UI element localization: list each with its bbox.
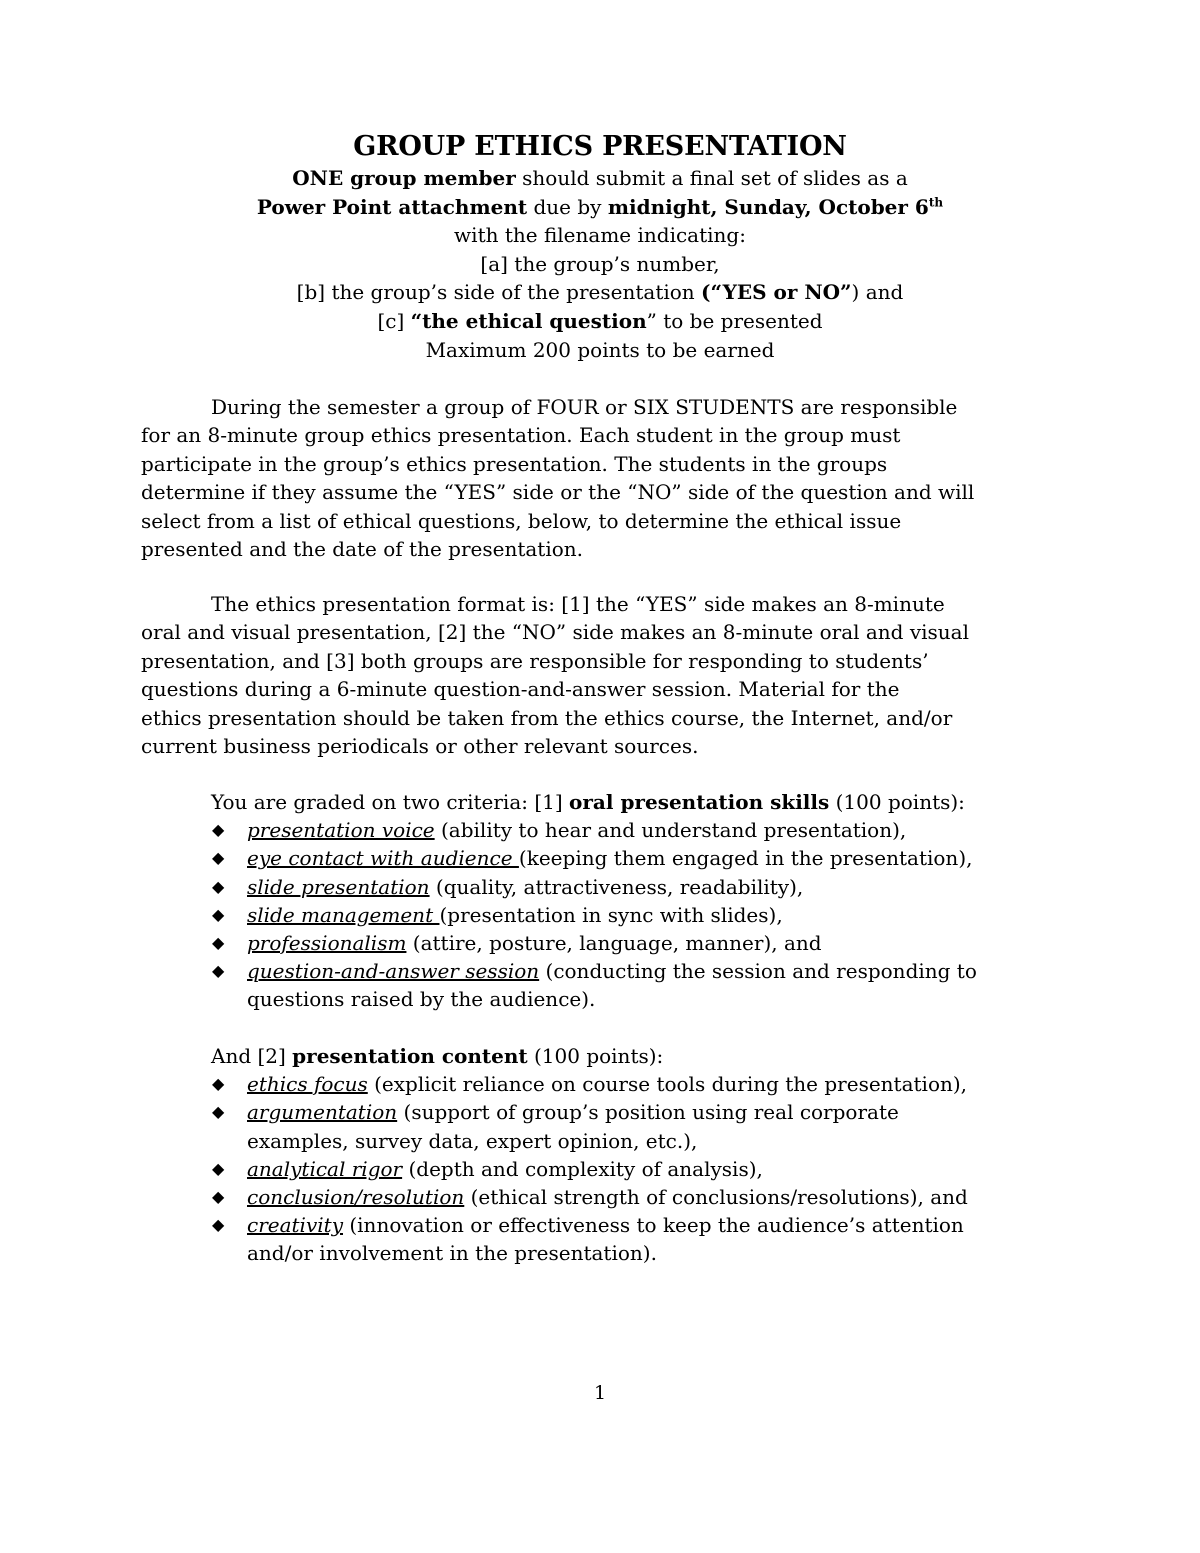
criterion-description: (attire, posture, language, manner), and (406, 931, 822, 956)
instruction-line-5 (0, 278, 1200, 307)
list-item (141, 957, 1081, 1013)
bold-text: oral presentation skills (569, 790, 830, 814)
criterion-description: (support of group’s position using real corporate (397, 1100, 899, 1125)
criterion-description: (innovation or effectiveness to keep the audience’s attention (343, 1213, 964, 1238)
diamond-bullet-icon: ◆ (212, 1074, 225, 1094)
bold-text: “the ethical question (410, 308, 647, 333)
bold-text: ONE group member (292, 166, 516, 190)
diamond-bullet-icon: ◆ (212, 933, 225, 953)
instruction-line-2 (0, 193, 1200, 222)
list-item (141, 844, 1081, 872)
plain-text: ) and (851, 280, 904, 305)
criteria-intro (141, 788, 1081, 816)
criterion-description-continued: examples, survey data, expert opinion, etc.), (247, 1128, 698, 1153)
list-item (141, 1211, 1081, 1267)
plain-text: You are graded on two criteria: [1] (211, 790, 570, 814)
instruction-line-1 (0, 164, 1200, 193)
plain-text: And [2] (211, 1044, 293, 1068)
diamond-bullet-icon: ◆ (212, 1187, 225, 1207)
plain-text: (100 points): (527, 1044, 664, 1068)
plain-text: [b] the group’s side of the presentation (296, 280, 702, 305)
criterion-term: analytical rigor (247, 1156, 403, 1181)
criteria-content (141, 1042, 1081, 1268)
bold-text: Power Point attachment (256, 194, 528, 219)
diamond-bullet-icon: ◆ (212, 848, 225, 868)
list-item (141, 816, 1081, 844)
bold-text: (“YES or NO” (701, 280, 852, 305)
paragraph-line: current business periodicals or other relevant sources. (141, 734, 699, 759)
paragraph-line: During the semester a group of FOUR or SIX STUDENTS are responsible (211, 395, 958, 419)
plain-text: [c] (377, 308, 411, 333)
list-item (141, 1098, 1081, 1154)
due-date-text: midnight, Sunday, October 6 (607, 194, 929, 219)
paragraph-line: participate in the group’s ethics presentation. The students in the groups (141, 451, 888, 476)
criterion-description: (keeping them engaged in the presentation), (518, 846, 973, 871)
due-date (608, 195, 943, 219)
criterion-description-continued: questions raised by the audience). (247, 987, 596, 1012)
diamond-bullet-icon: ◆ (212, 876, 225, 896)
paragraph-line: presented and the date of the presentation. (141, 537, 584, 562)
paragraph-overview (141, 393, 1081, 563)
diamond-bullet-icon: ◆ (212, 820, 225, 840)
list-item (141, 1070, 1081, 1098)
criterion-description: (quality, attractiveness, readability), (429, 874, 804, 899)
diamond-bullet-icon: ◆ (212, 1158, 225, 1178)
list-item (141, 873, 1081, 901)
criterion-term: eye contact with audience (247, 846, 519, 871)
paragraph-line: The ethics presentation format is: [1] the “YES” side makes an 8-minute (211, 592, 945, 616)
criterion-term: conclusion/resolution (247, 1185, 465, 1210)
criterion-term: ethics focus (247, 1072, 368, 1097)
criterion-description-continued: and/or involvement in the presentation). (247, 1241, 657, 1266)
diamond-bullet-icon: ◆ (212, 904, 225, 924)
bold-text: presentation content (292, 1044, 528, 1068)
criterion-term: professionalism (247, 931, 407, 956)
diamond-bullet-icon: ◆ (212, 961, 225, 981)
criterion-description: (depth and complexity of analysis), (402, 1156, 763, 1181)
criteria-intro (141, 1042, 1081, 1070)
criterion-description: (explicit reliance on course tools during the presentation), (367, 1072, 968, 1097)
criterion-term: slide management (247, 902, 440, 927)
submission-instructions (0, 164, 1200, 364)
paragraph-line: determine if they assume the “YES” side or the “NO” side of the question and will (141, 480, 975, 505)
list-item (141, 1155, 1081, 1183)
document-title: GROUP ETHICS PRESENTATION (353, 131, 847, 162)
plain-text: due by (527, 194, 608, 219)
instruction-line-3: with the filename indicating: (454, 223, 746, 248)
diamond-bullet-icon: ◆ (212, 1215, 225, 1235)
criterion-description: (conducting the session and responding to (539, 959, 977, 984)
criterion-term: question-and-answer session (247, 959, 540, 984)
criterion-term: slide presentation (247, 874, 430, 899)
plain-text: ” to be presented (646, 308, 823, 333)
criteria-oral-skills (141, 788, 1081, 1014)
page-number: 1 (593, 1382, 607, 1404)
paragraph-line: select from a list of ethical questions, below, to determine the ethical issue (141, 508, 902, 533)
paragraph-line: for an 8-minute group ethics presentation. Each student in the group must (141, 423, 901, 448)
paragraph-line: presentation, and [3] both groups are responsible for responding to students’ (141, 648, 929, 673)
instruction-line-7: Maximum 200 points to be earned (425, 337, 775, 362)
list-item (141, 1183, 1081, 1211)
criterion-term: creativity (247, 1213, 343, 1238)
instruction-line-6 (0, 307, 1200, 336)
criterion-description: (ability to hear and understand presentation), (434, 818, 907, 843)
criterion-term: argumentation (247, 1100, 398, 1125)
criterion-term: presentation voice (247, 818, 435, 843)
paragraph-line: ethics presentation should be taken from the ethics course, the Internet, and/or (141, 705, 953, 730)
diamond-bullet-icon: ◆ (212, 1102, 225, 1122)
paragraph-format (141, 590, 1081, 760)
criterion-description: (ethical strength of conclusions/resolutions), and (464, 1185, 968, 1210)
instruction-line-4: [a] the group’s number, (480, 251, 720, 276)
paragraph-line: oral and visual presentation, [2] the “NO” side makes an 8-minute oral and visual (141, 620, 969, 645)
criterion-description: (presentation in sync with slides), (439, 902, 783, 927)
list-item (141, 929, 1081, 957)
ordinal-suffix: th (928, 194, 944, 209)
list-item (141, 901, 1081, 929)
plain-text: should submit a final set of slides as a (515, 166, 908, 190)
plain-text: (100 points): (829, 790, 965, 814)
paragraph-line: questions during a 6-minute question-and-answer session. Material for the (141, 677, 900, 702)
